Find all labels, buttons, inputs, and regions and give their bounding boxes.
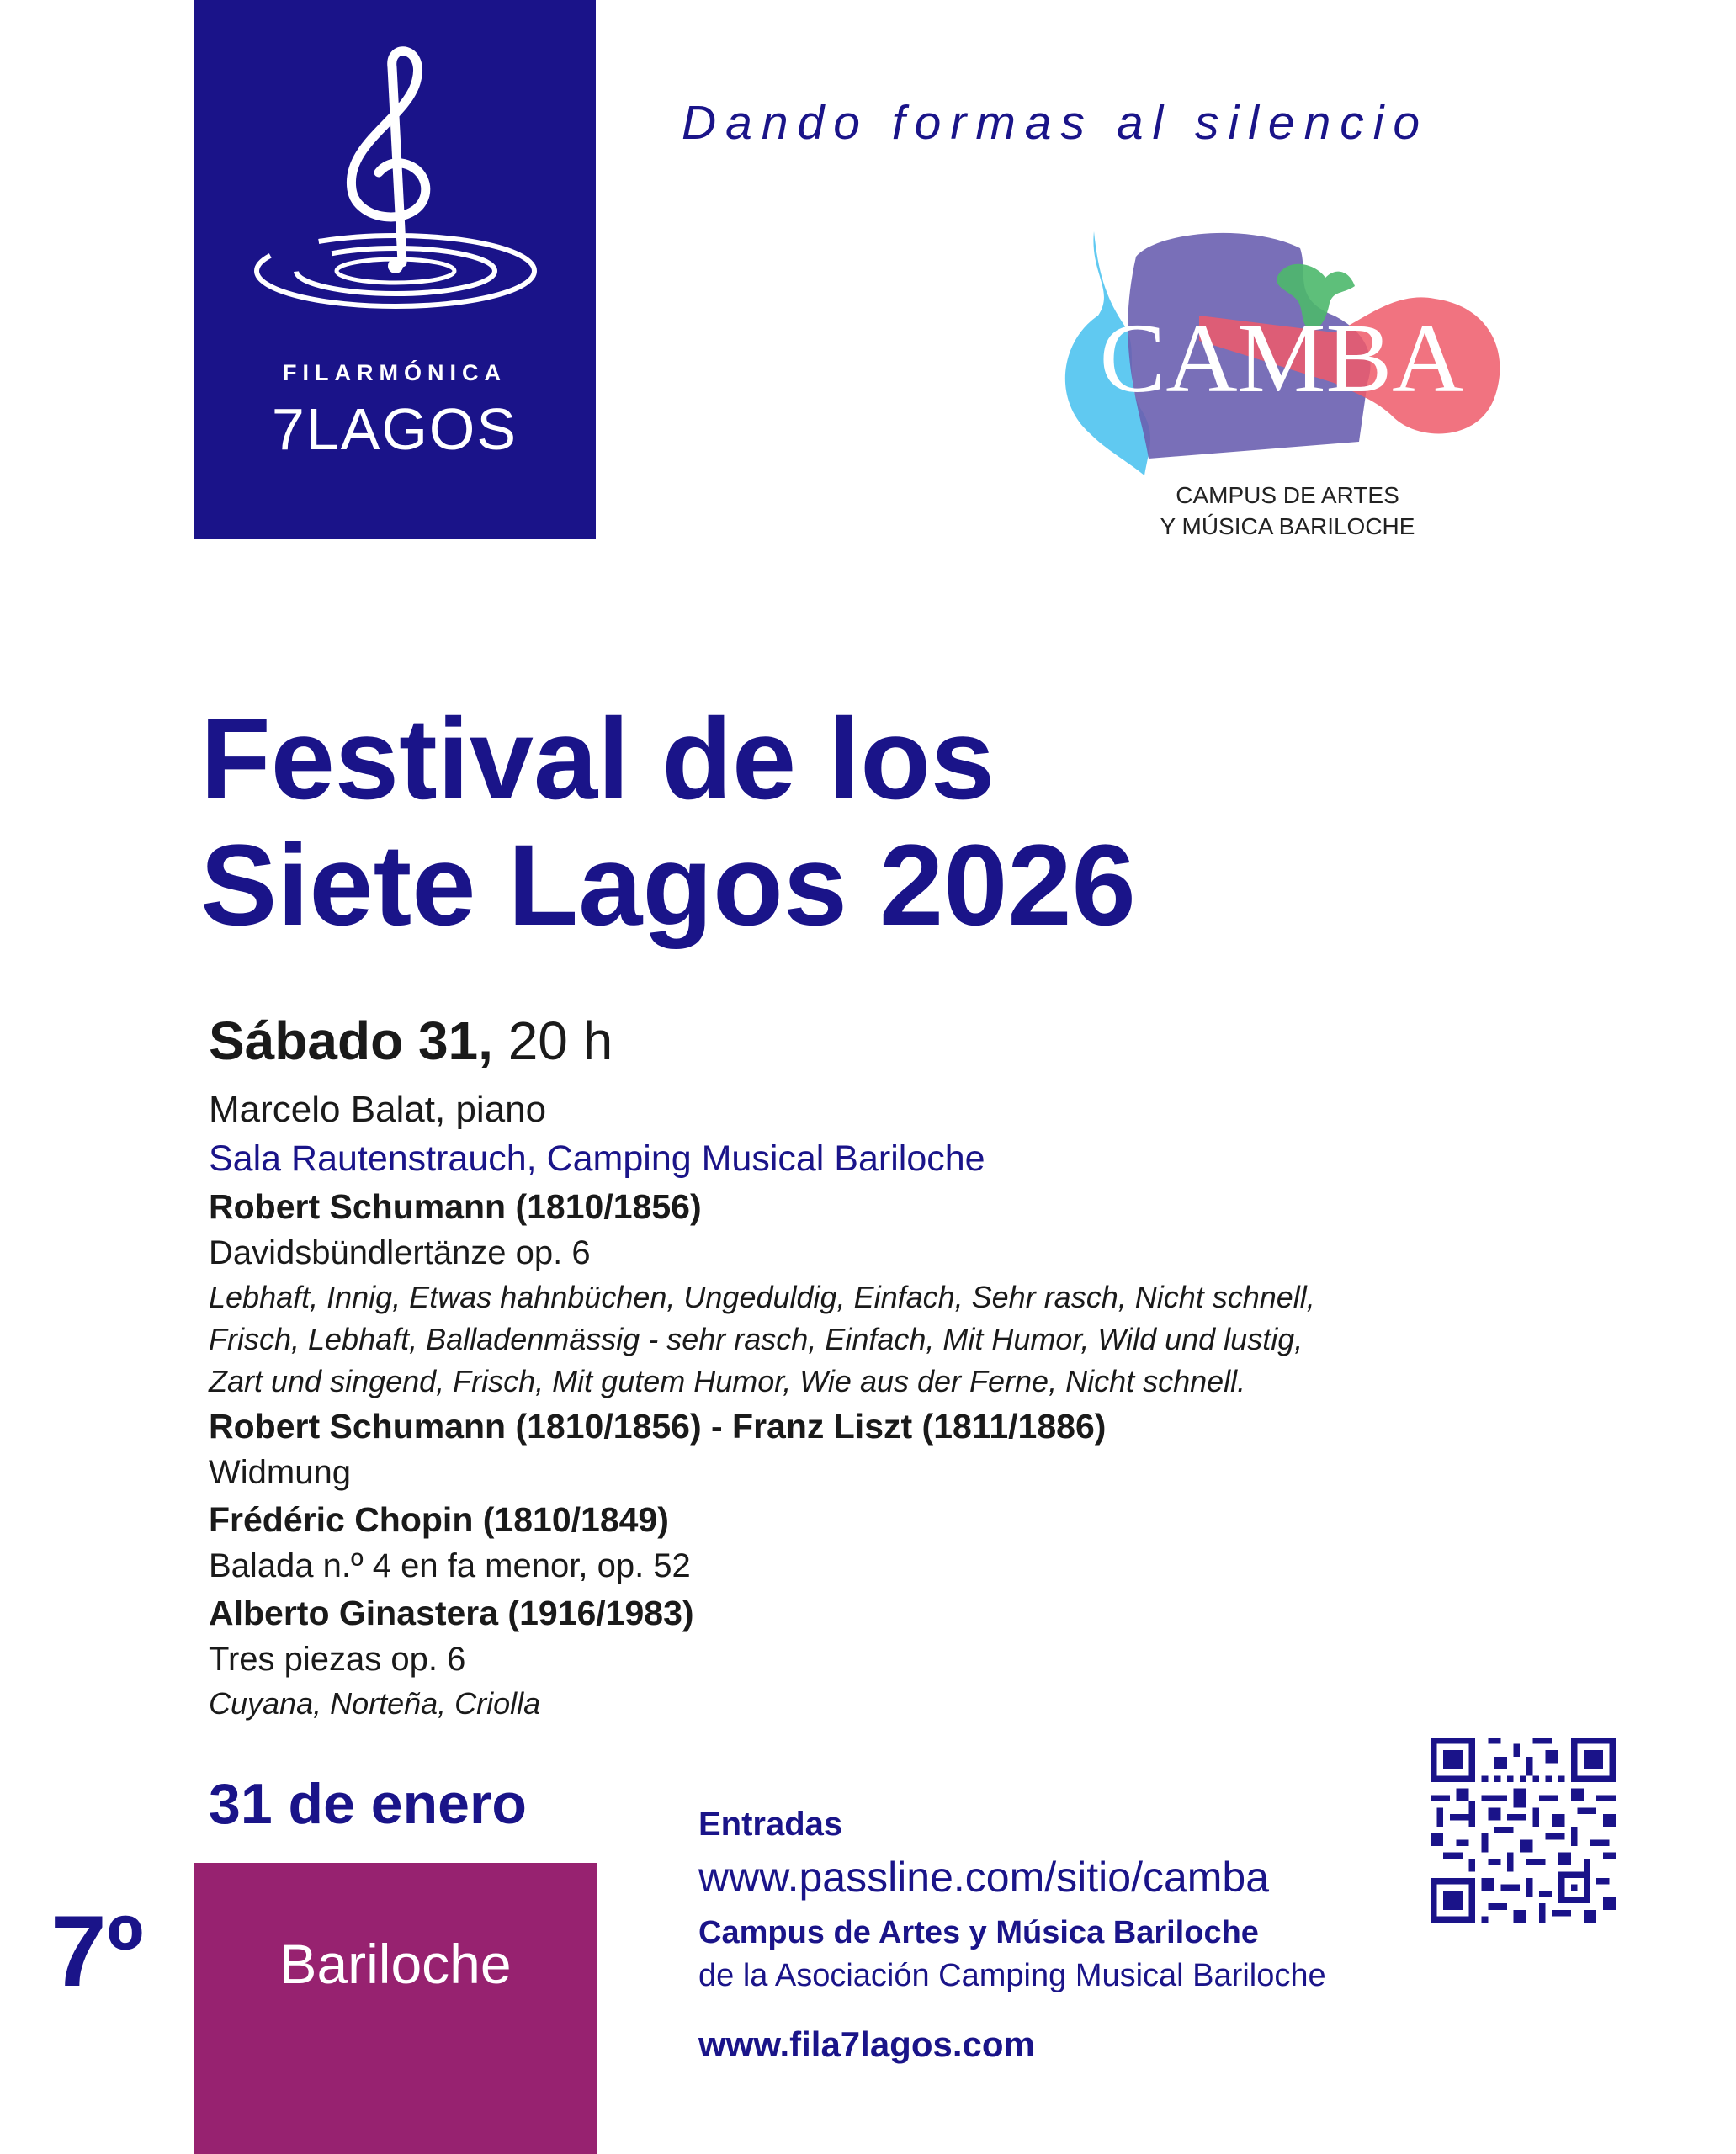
- filarmonica-logo-block: [194, 0, 596, 539]
- website-link[interactable]: www.fila7lagos.com: [698, 2024, 1035, 2064]
- composer-3: Frédéric Chopin (1810/1849): [209, 1500, 669, 1539]
- event-day: Sábado 31,: [209, 1011, 493, 1071]
- title-line2: Siete Lagos 2026: [200, 821, 1136, 950]
- work-3: Balada n.º 4 en fa menor, op. 52: [209, 1547, 691, 1584]
- venue: Sala Rautenstrauch, Camping Musical Bariloche: [209, 1138, 985, 1179]
- concert-program: [209, 1010, 1656, 1725]
- organizer-association: de la Asociación Camping Musical Bariloche: [698, 1958, 1326, 1993]
- brand-small-label: FILARMÓNICA: [283, 360, 507, 385]
- tickets-info: [698, 1801, 1326, 2070]
- qr-code-icon[interactable]: [1431, 1738, 1616, 1923]
- event-time: 20 h: [507, 1011, 613, 1071]
- title-line1: Festival de los: [200, 695, 995, 824]
- festival-title: [200, 697, 1136, 949]
- work-1: Davidsbündlertänze op. 6: [209, 1234, 591, 1271]
- work-2: Widmung: [209, 1454, 351, 1491]
- movements-1-line2: Frisch, Lebhaft, Balladenmässig - sehr rasch, Einfach, Mit Humor, Wild und lustig,: [209, 1322, 1303, 1356]
- event-date-time: [209, 1010, 1656, 1072]
- performer: Marcelo Balat, piano: [209, 1089, 547, 1130]
- edition-number: 7º: [50, 1895, 144, 2008]
- city-name: Bariloche: [279, 1933, 512, 1995]
- composer-2: Robert Schumann (1810/1856) - Franz Liszt (1811/1886): [209, 1407, 1107, 1446]
- movements-1-line3: Zart und singend, Frisch, Mit gutem Humor, Wie aus der Ferne, Nicht schnell.: [209, 1364, 1246, 1398]
- composer-1: Robert Schumann (1810/1856): [209, 1187, 702, 1226]
- brand-big-label: 7LAGOS: [271, 396, 518, 462]
- camba-logo: [1056, 223, 1527, 484]
- organizer-name: Campus de Artes y Música Bariloche: [698, 1915, 1259, 1950]
- tickets-link[interactable]: www.passline.com/sitio/camba: [698, 1854, 1270, 1901]
- movements-1-line1: Lebhaft, Innig, Etwas hahnbüchen, Ungeduldig, Einfach, Sehr rasch, Nicht schnell,: [209, 1280, 1315, 1314]
- tagline: Dando formas al silencio: [682, 96, 1430, 150]
- camba-subtitle: [1094, 480, 1481, 542]
- work-4: Tres piezas op. 6: [209, 1641, 466, 1678]
- camba-sub-line2: Y MÚSICA BARILOCHE: [1160, 513, 1415, 539]
- camba-sub-line1: CAMPUS DE ARTES: [1176, 482, 1399, 508]
- composer-4: Alberto Ginastera (1916/1983): [209, 1594, 694, 1632]
- treble-clef-icon: [244, 42, 545, 320]
- tickets-label: Entradas: [698, 1806, 843, 1843]
- camba-logo-text: CAMBA: [1099, 303, 1464, 413]
- event-date: 31 de enero: [209, 1772, 527, 1836]
- movements-4: Cuyana, Norteña, Criolla: [209, 1686, 541, 1721]
- city-block: [194, 1863, 597, 2154]
